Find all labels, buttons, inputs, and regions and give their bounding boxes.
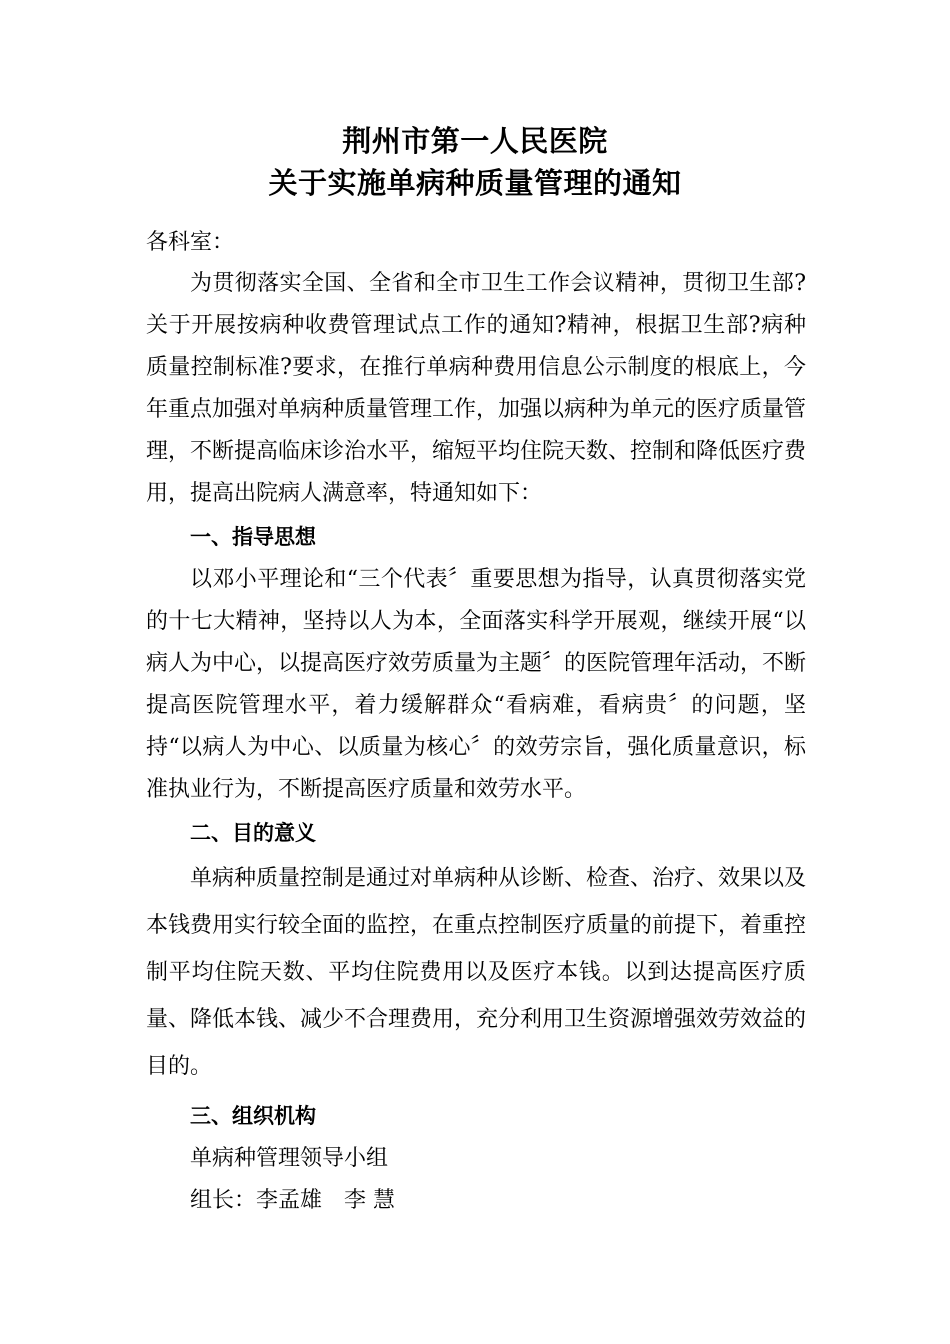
group-leaders: 组长：李孟雄 李 慧 [190, 1188, 395, 1213]
section-heading-purpose: 二、目的意义 [190, 821, 316, 845]
guiding-ideology-paragraph: 以邓小平理论和“三个代表〞重要思想为指导，认真贯彻落实党的十七大精神，坚持以人为本，全面落实科学开展观，继续开展“以病人为中心，以提高医疗效劳质量为主题〞的医院管理年活动，不断提高医院管理水平，着力缓解群众“看病难，看病贵〞的问题，坚持“以病人为中心、以质量为核心〞的效劳宗旨，强化质量意识，标准执业行为，不断提高医疗质量和效劳水平。 [146, 567, 807, 802]
salutation: 各科室： [146, 230, 235, 255]
document-body [146, 222, 806, 1222]
intro-paragraph: 为贯彻落实全国、全省和全市卫生工作会议精神，贯彻卫生部?关于开展按病种收费管理试点工作的通知?精神，根据卫生部?病种质量控制标准?要求，在推行单病种费用信息公示制度的根底上，今年重点加强对单病种质量管理工作，加强以病种为单元的医疗质量管理，不断提高临床诊治水平，缩短平均住院天数、控制和降低医疗费用，提高出院病人满意率，特通知如下： [146, 271, 807, 506]
document-title [0, 120, 950, 204]
section-heading-organization: 三、组织机构 [190, 1104, 316, 1128]
leadership-group-name: 单病种管理领导小组 [190, 1146, 389, 1171]
purpose-paragraph: 单病种质量控制是通过对单病种从诊断、检查、治疗、效果以及本钱费用实行较全面的监控，在重点控制医疗质量的前提下，着重控制平均住院天数、平均住院费用以及医疗本钱。以到达提高医疗质量、降低本钱、减少不合理费用，充分利用卫生资源增强效劳效益的目的。 [146, 866, 807, 1079]
title-hospital-name: 荆州市第一人民医院 [342, 124, 608, 158]
section-heading-guiding-ideology: 一、指导思想 [190, 525, 316, 549]
title-notice-subject: 关于实施单病种质量管理的通知 [268, 166, 682, 200]
